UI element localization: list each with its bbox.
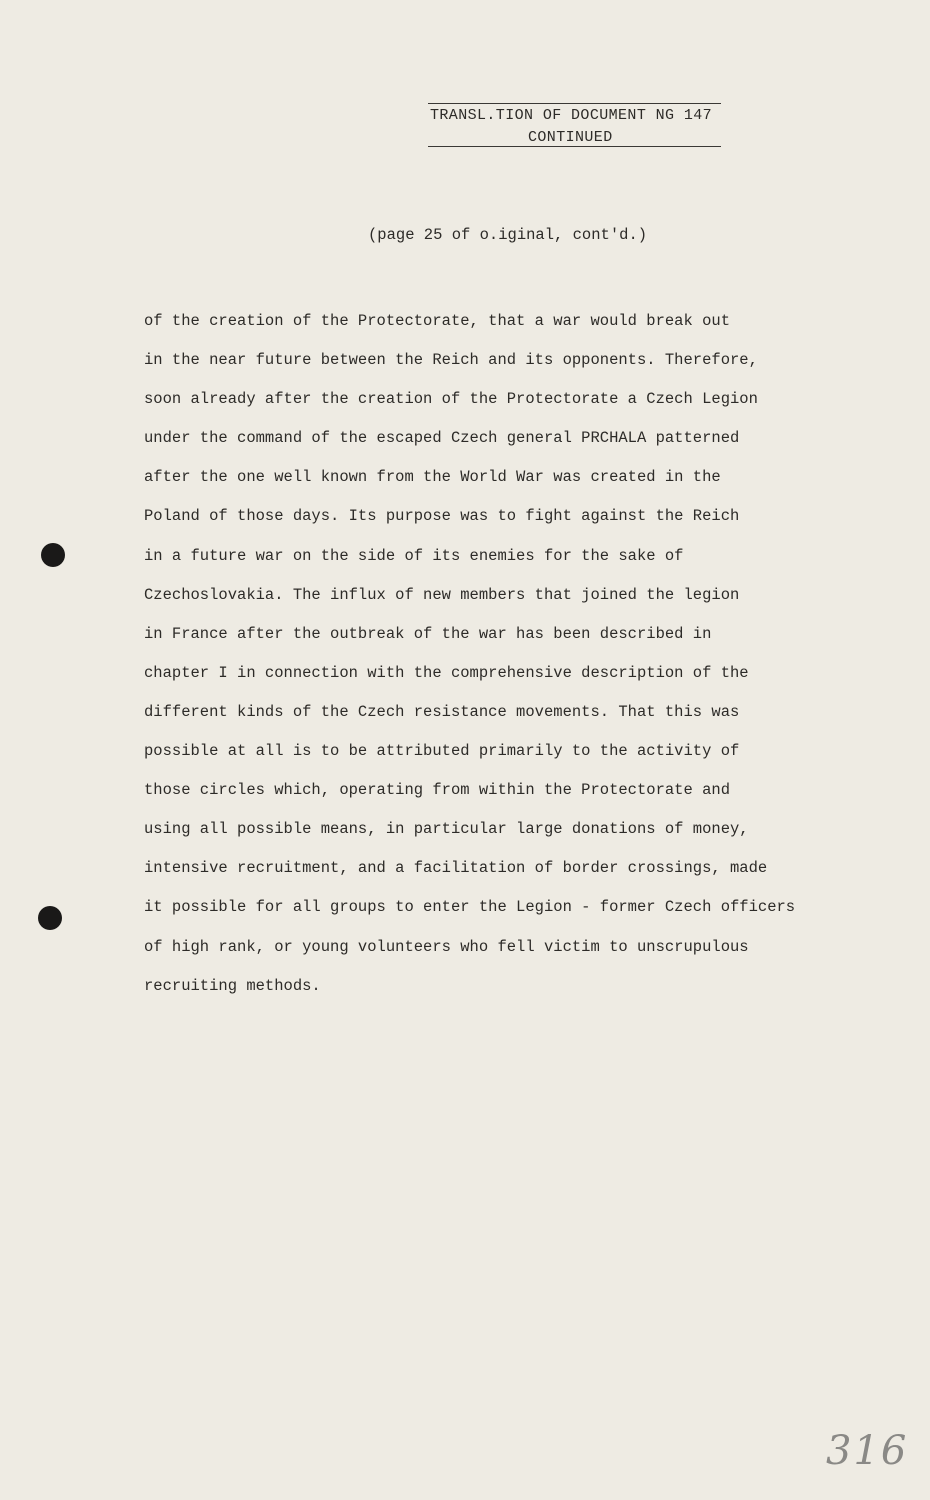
handwritten-page-number: 316: [826, 1428, 909, 1474]
body-line: in a future war on the side of its enemies for the sake of: [144, 546, 684, 565]
body-line: in the near future between the Reich and its opponents. Therefore,: [144, 351, 758, 370]
body-line: possible at all is to be attributed primarily to the activity of: [144, 742, 740, 761]
body-line: soon already after the creation of the Protectorate a Czech Legion: [144, 390, 758, 409]
body-line: recruiting methods.: [144, 976, 321, 995]
body-line: under the command of the escaped Czech general PRCHALA patterned: [144, 429, 740, 448]
body-line: different kinds of the Czech resistance movements. That this was: [144, 702, 740, 721]
body-line: Poland of those days. Its purpose was to fight against the Reich: [144, 507, 740, 526]
header-subtitle: CONTINUED: [528, 129, 613, 146]
header-title: TRANSL.TION OF DOCUMENT NG 147: [430, 107, 713, 124]
body-line: of high rank, or young volunteers who fell victim to unscrupulous: [144, 937, 749, 956]
body-line: using all possible means, in particular large donations of money,: [144, 820, 749, 839]
page-reference-note: (page 25 of o.iginal, cont'd.): [368, 226, 648, 244]
body-line: in France after the outbreak of the war has been described in: [144, 624, 712, 643]
body-line: it possible for all groups to enter the Legion - former Czech officers: [144, 898, 796, 917]
header-top-rule: [428, 103, 721, 104]
body-line: Czechoslovakia. The influx of new members that joined the legion: [144, 585, 740, 604]
body-text: [144, 302, 844, 1006]
header-bottom-rule: [428, 146, 721, 147]
body-line: of the creation of the Protectorate, that a war would break out: [144, 312, 730, 330]
body-line: those circles which, operating from within the Protectorate and: [144, 781, 730, 800]
punch-hole: [41, 543, 65, 567]
body-line: intensive recruitment, and a facilitation of border crossings, made: [144, 859, 768, 878]
body-line: after the one well known from the World War was created in the: [144, 468, 721, 487]
punch-hole: [38, 906, 62, 930]
body-line: chapter I in connection with the comprehensive description of the: [144, 663, 749, 682]
